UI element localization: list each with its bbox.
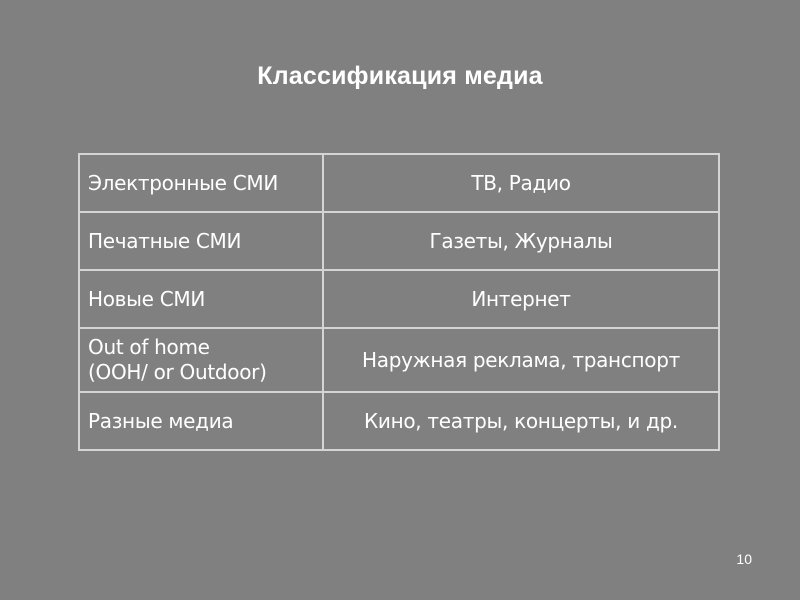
media-type-line: Out of home [88, 335, 210, 359]
media-example-cell: Наружная реклама, транспорт [323, 328, 719, 392]
media-classification-table [78, 153, 720, 451]
media-example-cell: ТВ, Радио [323, 154, 719, 212]
media-example-cell: Газеты, Журналы [323, 212, 719, 270]
media-example-cell: Интернет [323, 270, 719, 328]
media-type-cell: Печатные СМИ [79, 212, 323, 270]
media-type-cell [79, 328, 323, 392]
page-number: 10 [736, 551, 752, 567]
media-type-line: (OOH/ or Outdoor) [88, 360, 267, 384]
media-type-cell: Разные медиа [79, 392, 323, 450]
table-row [79, 212, 719, 270]
table-row [79, 392, 719, 450]
media-example-cell: Кино, театры, концерты, и др. [323, 392, 719, 450]
media-type-cell: Электронные СМИ [79, 154, 323, 212]
table-row [79, 328, 719, 392]
table-row [79, 154, 719, 212]
media-type-cell: Новые СМИ [79, 270, 323, 328]
table-row [79, 270, 719, 328]
slide-title: Классификация медиа [257, 62, 543, 90]
